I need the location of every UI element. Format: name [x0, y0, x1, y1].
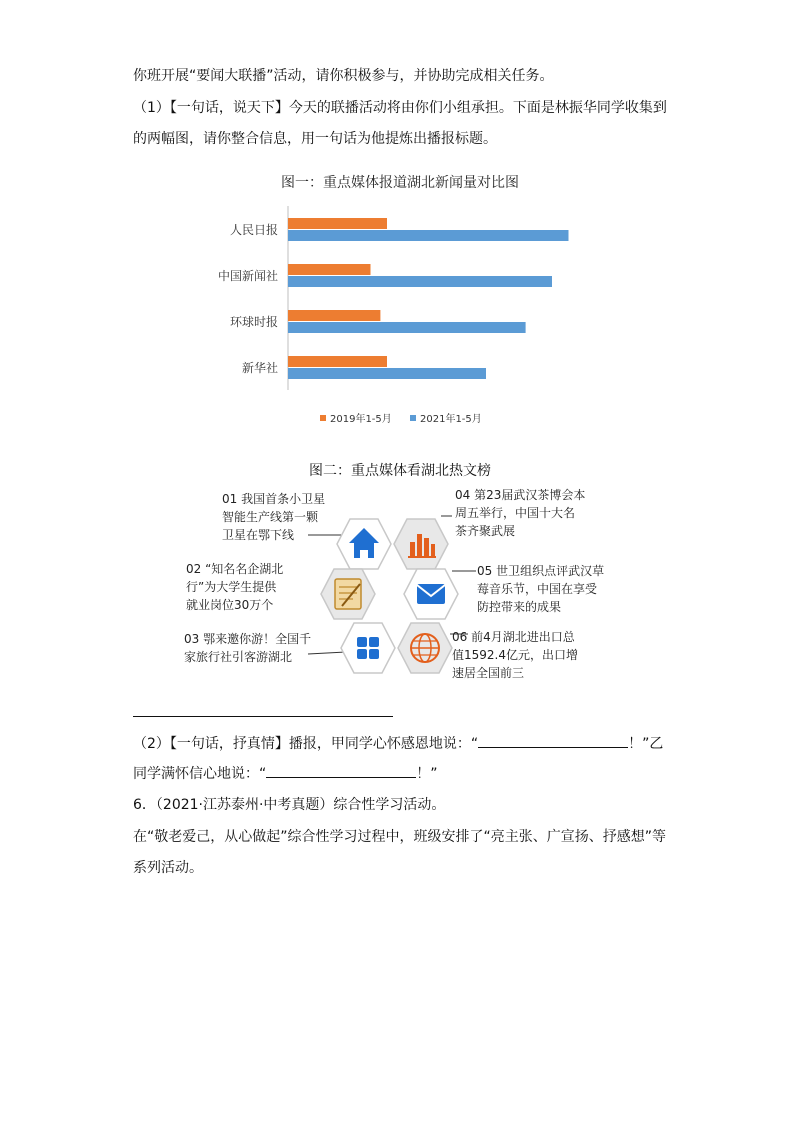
- bar-chart-icon: [393, 516, 449, 572]
- article-02: 02 “知名名企湖北 行”为大学生提供 就业岗位30万个: [186, 562, 284, 612]
- bar: [288, 276, 552, 287]
- question-2-prompt-b: ！”乙: [628, 736, 664, 752]
- news-volume-bar-chart: [150, 166, 650, 436]
- article-03: 03 鄂来邀你游！全国千 家旅行社引客游湖北: [184, 632, 312, 664]
- legend-label: 2021年1-5月: [420, 414, 482, 425]
- question-2-prompt-c: 同学满怀信心地说：“: [133, 766, 267, 782]
- mail-icon: [403, 566, 459, 622]
- question-2-line-1: [133, 733, 663, 754]
- hot-articles-figure: [150, 454, 650, 694]
- grid-icon: [340, 620, 396, 676]
- figure-2-title: 图二：重点媒体看湖北热文榜: [309, 463, 491, 479]
- globe-icon: [397, 620, 453, 676]
- category-label: 环球时报: [229, 315, 278, 329]
- answer-blank-2[interactable]: [266, 763, 416, 778]
- legend-label: 2019年1-5月: [330, 414, 392, 425]
- question-1-line-2: 的两幅图，请你整合信息，用一句话为他提炼出播报标题。: [133, 131, 497, 147]
- question-6-line-2: 系列活动。: [133, 860, 203, 876]
- bar: [288, 356, 387, 367]
- bar: [288, 230, 569, 241]
- notepad-icon: [320, 566, 376, 622]
- legend-swatch: [410, 415, 416, 421]
- legend-swatch: [320, 415, 326, 421]
- question-1-line-1: （1）【一句话，说天下】今天的联播活动将由你们小组承担。下面是林振华同学收集到: [133, 100, 667, 116]
- question-2-line-2: [133, 763, 438, 784]
- bar: [288, 310, 380, 321]
- category-label: 人民日报: [229, 223, 278, 237]
- question-6-line-1: 在“敬老爱己，从心做起”综合性学习过程中，班级安排了“亮主张、广宣扬、抒感想”等: [133, 829, 667, 845]
- bar: [288, 368, 486, 379]
- article-06: 06 前4月湖北进出口总 值1592.4亿元，出口增 速居全国前三: [452, 630, 578, 680]
- article-05: 05 世卫组织点评武汉草 莓音乐节，中国在享受 防控带来的成果: [477, 564, 605, 614]
- divider-line: [133, 716, 393, 717]
- bar: [288, 218, 387, 229]
- chart-title: 图一：重点媒体报道湖北新闻量对比图: [281, 175, 519, 191]
- category-label: 中国新闻社: [217, 269, 278, 283]
- home-icon: [336, 516, 392, 572]
- question-2-prompt-d: ！”: [416, 766, 438, 782]
- article-04: 04 第23届武汉茶博会本 周五举行，中国十大名 茶齐聚武展: [455, 488, 586, 538]
- category-label: 新华社: [241, 361, 278, 375]
- answer-blank-1[interactable]: [478, 733, 628, 748]
- intro-text: 你班开展“要闻大联播”活动，请你积极参与，并协助完成相关任务。: [133, 68, 554, 84]
- bar: [288, 322, 526, 333]
- question-2-prompt-a: （2）【一句话，抒真情】播报，甲同学心怀感恩地说：“: [133, 736, 479, 752]
- question-6-title: 6．（2021·江苏泰州·中考真题）综合性学习活动。: [133, 797, 446, 813]
- article-01: 01 我国首条小卫星 智能生产线第一颗 卫星在鄂下线: [222, 492, 326, 542]
- bar: [288, 264, 371, 275]
